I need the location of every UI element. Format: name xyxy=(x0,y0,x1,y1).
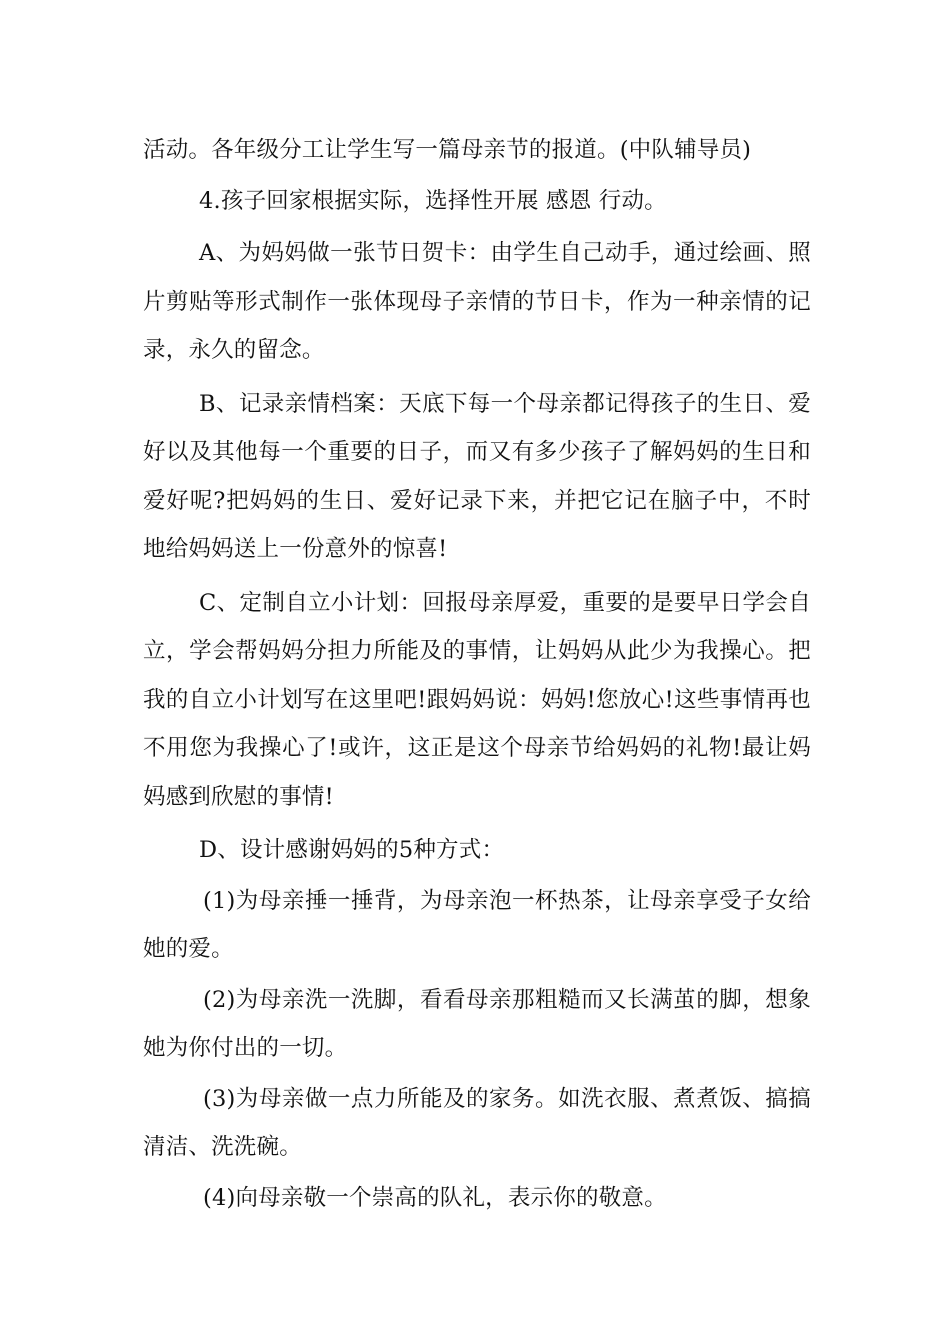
paragraph-way-3: (3)为母亲做一点力所能及的家务。如洗衣服、煮煮饭、搞搞清洁、洗洗碗。 xyxy=(143,1085,811,1160)
paragraph-way-1: (1)为母亲捶一捶背，为母亲泡一杯热茶，让母亲享受子女给她的爱。 xyxy=(143,887,811,962)
paragraph-way-4: (4)向母亲敬一个崇高的队礼，表示你的敬意。 xyxy=(203,1184,667,1211)
document-body xyxy=(143,126,811,1222)
paragraph-item-4: 4.孩子回家根据实际，选择性开展 感恩 行动。 xyxy=(199,187,667,214)
paragraph-item-a: A、为妈妈做一张节日贺卡：由学生自己动手，通过绘画、照片剪贴等形式制作一张体现母子亲情的节日卡，作为一种亲情的记录，永久的留念。 xyxy=(143,240,811,363)
paragraph-way-2: (2)为母亲洗一洗脚，看看母亲那粗糙而又长满茧的脚，想象她为你付出的一切。 xyxy=(143,986,811,1061)
paragraph-item-b: B、记录亲情档案：天底下每一个母亲都记得孩子的生日、爱好以及其他每一个重要的日子，而又有多少孩子了解妈妈的生日和爱好呢?把妈妈的生日、爱好记录下来，并把它记在脑子中，不时地给妈妈送上一份意外的惊喜! xyxy=(143,390,811,562)
paragraph-item-c: C、定制自立小计划：回报母亲厚爱，重要的是要早日学会自立，学会帮妈妈分担力所能及的事情，让妈妈从此少为我操心。把我的自立小计划写在这里吧!跟妈妈说：妈妈!您放心!这些事情再也不用您为我操心了!或许，这正是这个母亲节给妈妈的礼物!最让妈妈感到欣慰的事情! xyxy=(143,589,811,810)
paragraph-continuation: 活动。各年级分工让学生写一篇母亲节的报道。(中队辅导员) xyxy=(143,137,752,163)
paragraph-item-d: D、设计感谢妈妈的5种方式： xyxy=(199,837,505,863)
